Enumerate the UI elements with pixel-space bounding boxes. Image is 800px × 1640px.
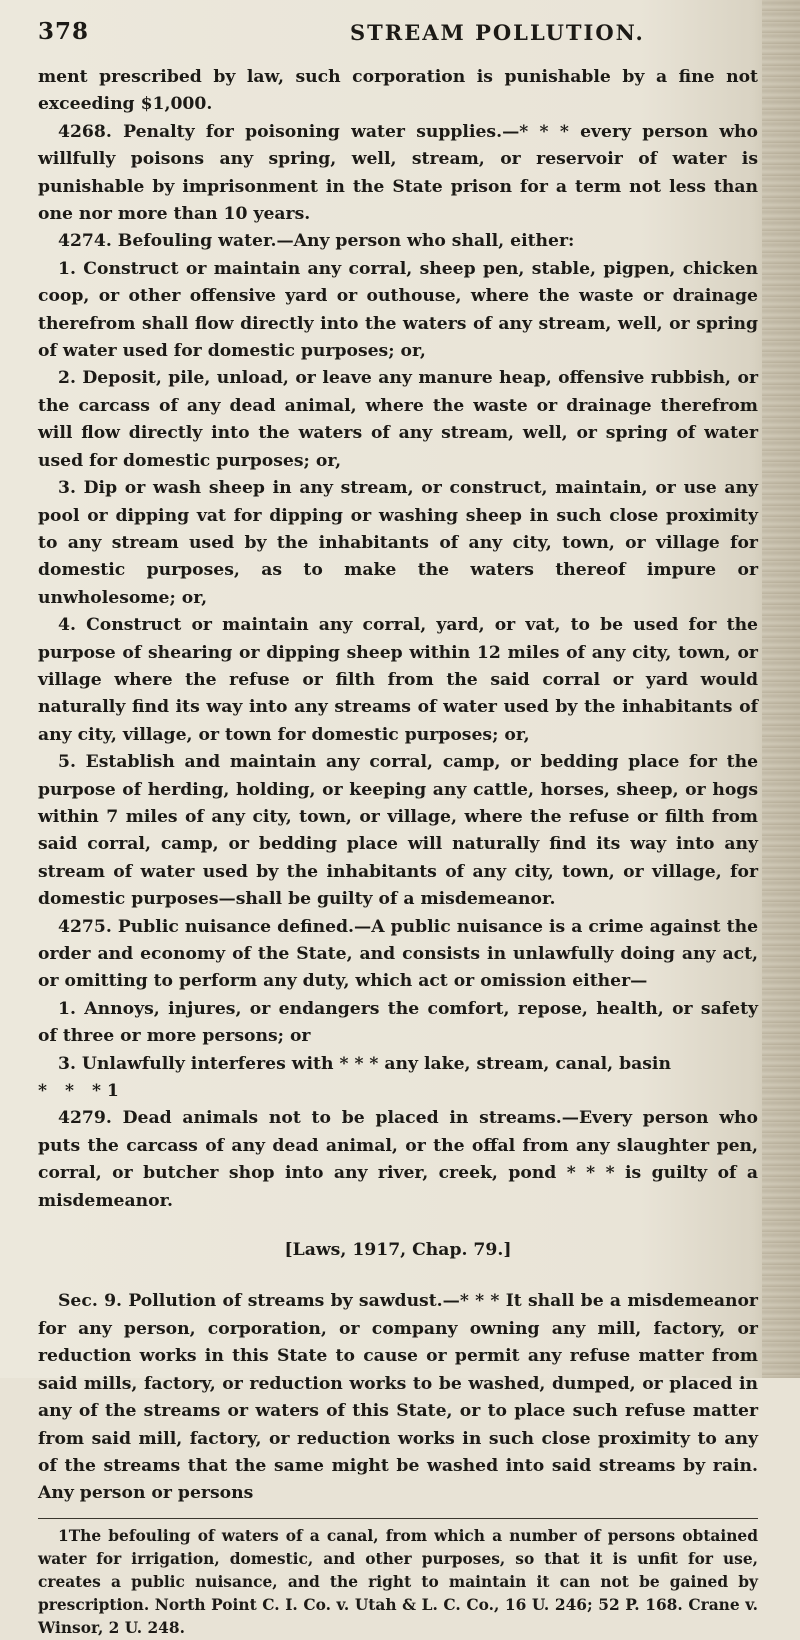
paragraph-4274-item-1: 1. Construct or maintain any corral, sheep pen, stable, pigpen, chicken coop, or other offensive yard or outhouse, where the waste or drainage therefrom shall flow directly into the waters of any stream, well, or spring of water used for domestic purposes; or, [38,258,758,362]
paragraph-continuation: ment prescribed by law, such corporation is punishable by a fine not exceeding $1,000. [38,67,758,115]
paragraph-4279: 4279. Dead animals not to be placed in streams.—Every person who puts the carcass of any dead animal, or the offal from any slaughter pen, corral, or butcher shop into any river, creek, pond * * * is guilty of a misdemeanor. [38,1108,758,1211]
footnote-rule [38,1518,758,1519]
elision-stars: * * *1 [38,1081,125,1102]
running-title: STREAM POLLUTION. [350,20,645,45]
paragraph-4274-item-4: 4. Construct or maintain any corral, yard, or vat, to be used for the purpose of shearing or dipping sheep within 12 miles of any city, town, or village where the refuse or filth from the said corral or yard would naturally find its way into any streams of water used by the inhabitants of any city, village, or town for domestic purposes; or, [38,615,758,745]
page-edge-shadow [762,0,800,1378]
paragraph-4275: 4275. Public nuisance defined.—A public nuisance is a crime against the order and economy of the State, and consists in unlawfully doing any act, or omitting to perform any duty, which act or omission either— [38,916,758,992]
paragraph-4275-item-1: 1. Annoys, injures, or endangers the comfort, repose, health, or safety of three or more persons; or [38,998,758,1047]
paragraph-4274-item-2: 2. Deposit, pile, unload, or leave any manure heap, offensive rubbish, or the carcass of any dead animal, where the waste or drainage therefrom will flow directly into the waters of any stream, well, or spring of water used for domestic purposes; or, [38,368,758,471]
footnote: 1The befouling of waters of a canal, from which a number of persons obtained water for irrigation, domestic, and other purposes, so that it is unfit for use, creates a public nuisance, and the right to maintain it can not be gained by prescription. North Point C. I. Co. v. Utah & L. C. Co., 16 U. 246; 52 P. 168. Crane v. Winsor, 2 U. 248. [38,1526,758,1637]
paragraph-4274-item-5: 5. Establish and maintain any corral, camp, or bedding place for the purpose of herding, holding, or keeping any cattle, horses, sheep, or hogs within 7 miles of any city, town, or village, where the refuse or filth from said corral, camp, or bedding place will naturally find its way into any stream of water used by the inhabitants of any city, town, or village, for domestic purposes—shall be guilty of a misdemeanor. [38,752,758,910]
section-9: Sec. 9. Pollution of streams by sawdust.—* * * It shall be a misdemeanor for any person, corporation, or company owning any mill, factory, or reduction works in this State to cause or permit any refuse matter from said mills, factory, or reduction works to be washed, dumped, or placed in any of the streams or waters of this State, or to place such refuse matter from said mill, factory, or reduction works in such close proximity to any of the streams that the same might be washed into said streams by rain. Any person or persons [38,1291,758,1504]
page-body [38,64,758,1640]
page-header [38,14,758,48]
paragraph-4274: 4274. Befouling water.—Any person who shall, either: [58,231,575,252]
paragraph-4274-item-3: 3. Dip or wash sheep in any stream, or construct, maintain, or use any pool or dipping vat for dipping or washing sheep in such close proximity to any stream used by the inhabitants of any city, town, or village for domestic purposes, as to make the waters thereof impure or unwholesome; or, [38,478,758,608]
page-number: 378 [38,18,90,45]
paragraph-4268: 4268. Penalty for poisoning water supplies.—* * * every person who willfully poisons any spring, well, stream, or reservoir of water is punishable by imprisonment in the State prison for a term not less than one nor more than 10 years. [38,121,758,225]
paragraph-4275-item-3: 3. Unlawfully interferes with * * * any lake, stream, canal, basin [58,1053,671,1074]
laws-heading: [Laws, 1917, Chap. 79.] [284,1240,512,1261]
